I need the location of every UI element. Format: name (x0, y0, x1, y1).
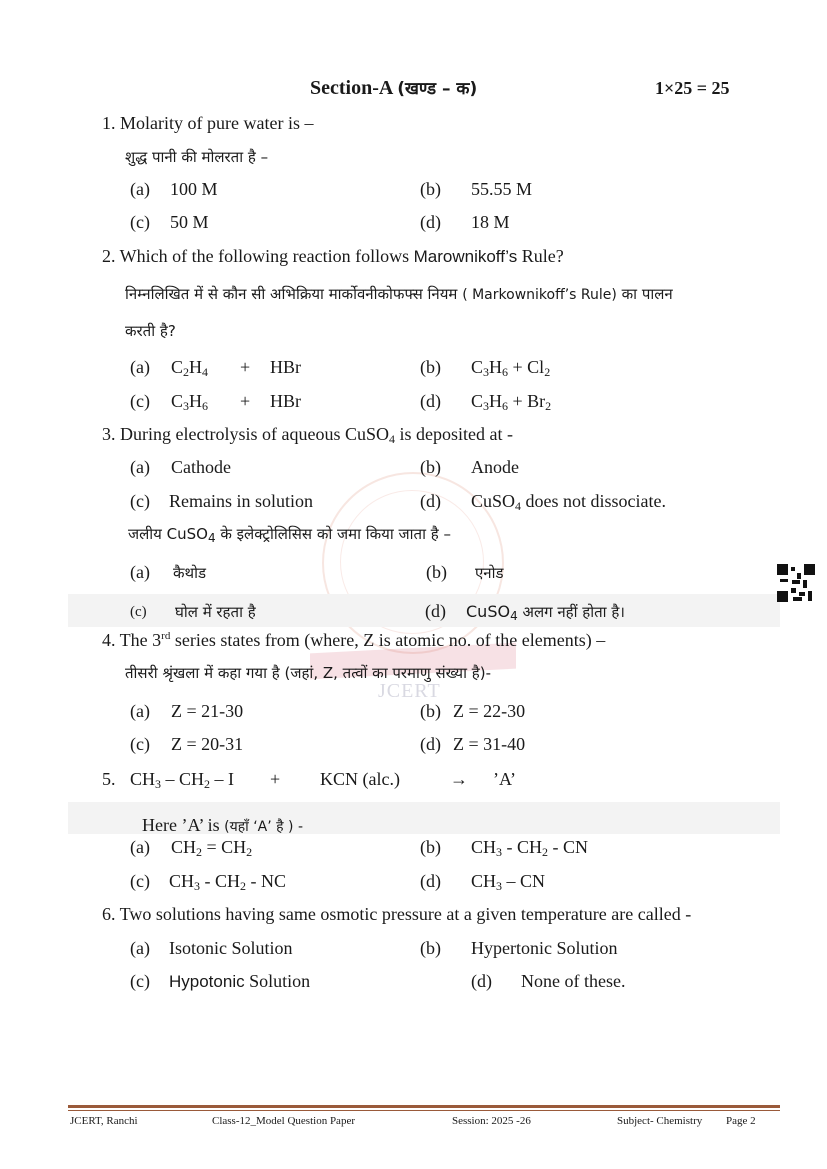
option-label: (a) (130, 357, 150, 377)
option-label: (d) (420, 491, 441, 511)
q2-option-c-plus: + (240, 391, 251, 411)
footer-page: Page 2 (726, 1115, 756, 1127)
q4-option-c: Z = 20-31 (171, 734, 244, 754)
option-label: (d) (420, 734, 441, 754)
q3-option-a: Cathode (171, 457, 231, 477)
q5-option-a: $CH_2 = CH_2$ (171, 837, 253, 859)
footer-org: JCERT, Ranchi (70, 1115, 138, 1127)
q2-option-c-reagent: HBr (270, 391, 301, 411)
q3-option-c: Remains in solution (169, 491, 313, 511)
q4-option-b: Z = 22-30 (453, 701, 526, 721)
q3-hindi-option-c: घोल में रहता है (175, 603, 256, 621)
question-5-product: ’A’ (493, 769, 516, 789)
q3-option-d: CuSO$_4$ does not dissociate. (471, 491, 666, 513)
option-label: (c) (130, 871, 150, 891)
option-label: (a) (130, 457, 150, 477)
q1-option-c: 50 M (170, 212, 209, 232)
q3-option-b: Anode (471, 457, 519, 477)
option-label: (c) (130, 212, 150, 232)
option-label: (b) (420, 179, 441, 199)
watermark-text: JCERT (378, 680, 441, 702)
q6-option-a: Isotonic Solution (169, 938, 293, 958)
question-2-text: 2. Which of the following reaction follows Marownikoff’s Rule? (102, 246, 564, 266)
option-label: (d) (420, 212, 441, 232)
option-label: (b) (420, 457, 441, 477)
option-label: (b) (420, 701, 441, 721)
question-1-text: 1. Molarity of pure water is – (102, 113, 314, 133)
q2-option-a-formula: $C_2H_4$ (171, 357, 209, 379)
question-3-hindi: जलीय CuSO$_4$ के इलेक्ट्रोलिसिस को जमा किया जाता है – (128, 525, 451, 545)
option-label: (a) (130, 701, 150, 721)
option-label: (a) (130, 837, 150, 857)
q2-option-a-plus: + (240, 357, 251, 377)
q2-option-d: $C_3H_6 + Br_2$ (471, 391, 552, 413)
question-5-reagent: KCN (alc.) (320, 769, 400, 789)
q4-option-d: Z = 31-40 (453, 734, 526, 754)
option-label: (b) (426, 562, 447, 582)
q5-option-b: $CH_3 - CH_2$ - CN (471, 837, 589, 859)
q6-option-c: Hypotonic Solution (169, 971, 311, 991)
option-label: (c) (130, 971, 150, 991)
q2-option-c-formula: $C_3H_6$ (171, 391, 209, 413)
option-label: (c) (130, 391, 150, 411)
option-label: (d) (420, 391, 441, 411)
q3-hindi-option-b: एनोड (475, 564, 504, 582)
question-3-text: 3. During electrolysis of aqueous CuSO$_4$ is deposited at - (102, 424, 513, 446)
option-label: (b) (420, 357, 441, 377)
question-5-arrow: → (450, 769, 468, 789)
q3-hindi-option-d: CuSO$_4$ अलग नहीं होता है। (466, 602, 625, 623)
option-label: (a) (130, 562, 150, 582)
question-5-number: 5. (102, 769, 116, 789)
option-label: (a) (130, 938, 150, 958)
q3-hindi-option-a: कैथोड (173, 564, 207, 582)
option-label: (c) (130, 604, 147, 620)
question-2-hindi-line1: निम्नलिखित में से कौन सी अभिक्रिया मार्कोवनीकोफफ्स नियम ( Markownikoff’s Rule) का पालन (125, 285, 673, 303)
q1-option-a: 100 M (170, 179, 218, 199)
option-label: (b) (420, 938, 441, 958)
option-label: (d) (471, 971, 492, 991)
q5-option-c: $CH_3 - CH_2$ - NC (169, 871, 287, 893)
option-label: (c) (130, 734, 150, 754)
question-4-hindi: तीसरी श्रृंखला में कहा गया है (जहां, Z, तत्वों का परमाणु संख्या है)- (125, 664, 491, 682)
question-5-subtext: Here ’A’ is (यहाँ ‘A’ है ) - (142, 815, 304, 835)
option-label: (b) (420, 837, 441, 857)
section-marks: 1×25 = 25 (655, 78, 730, 98)
question-2-hindi-line2: करती है? (125, 322, 176, 340)
qr-code-icon (777, 564, 815, 602)
footer-subject: Subject- Chemistry (617, 1115, 703, 1127)
question-5-plus: + (270, 769, 281, 789)
question-6-text: 6. Two solutions having same osmotic pressure at a given temperature are called - (102, 904, 692, 924)
option-label: (c) (130, 491, 150, 511)
question-4-text: 4. The 3rd series states from (where, Z is atomic no. of the elements) – (102, 630, 606, 650)
option-label: (a) (130, 179, 150, 199)
question-5-reactant: $CH_3 - CH_2$ – I (130, 769, 235, 791)
q1-option-d: 18 M (471, 212, 510, 232)
q6-option-b: Hypertonic Solution (471, 938, 618, 958)
question-1-hindi: शुद्ध पानी की मोलरता है – (125, 148, 269, 166)
option-label: (d) (425, 601, 446, 621)
option-label: (d) (420, 871, 441, 891)
section-title: Section-A (खण्ड – क) (310, 77, 478, 99)
footer-rule-thin (68, 1110, 780, 1111)
q4-option-a: Z = 21-30 (171, 701, 244, 721)
q2-option-a-reagent: HBr (270, 357, 301, 377)
q5-option-d: $CH_3$ – CN (471, 871, 546, 893)
footer-paper: Class-12_Model Question Paper (212, 1115, 355, 1127)
footer-session: Session: 2025 -26 (452, 1115, 531, 1127)
q2-option-b: $C_3H_6 + Cl_2$ (471, 357, 551, 379)
footer-rule (68, 1105, 780, 1108)
q6-option-d: None of these. (521, 971, 626, 991)
q1-option-b: 55.55 M (471, 179, 533, 199)
